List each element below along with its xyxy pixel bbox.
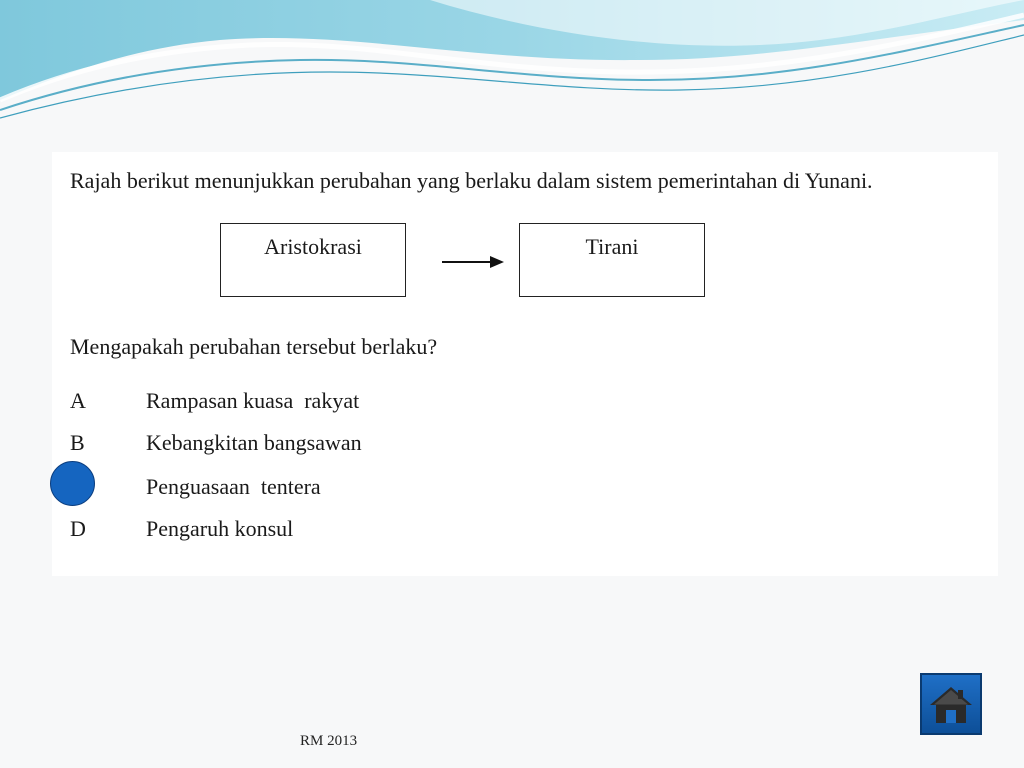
- option-d[interactable]: [70, 516, 570, 546]
- option-text: Rampasan kuasa rakyat: [146, 388, 360, 413]
- question-prompt: Mengapakah perubahan tersebut berlaku?: [70, 334, 438, 359]
- option-letter: D: [70, 516, 86, 541]
- diagram-box-from: [220, 223, 406, 297]
- footer-text: RM 2013: [300, 733, 358, 749]
- selected-answer-marker[interactable]: [50, 461, 95, 506]
- header-wave-decoration: [0, 0, 1024, 130]
- home-icon: [928, 681, 974, 727]
- option-a[interactable]: [70, 388, 570, 418]
- option-c[interactable]: [70, 474, 570, 504]
- question-stem: Rajah berikut menunjukkan perubahan yang berlaku dalam sistem pemerintahan di Yunani.: [70, 168, 873, 193]
- option-letter: A: [70, 388, 86, 413]
- option-text: Penguasaan tentera: [146, 474, 321, 499]
- question-panel: [52, 152, 998, 576]
- arrow-right-icon: [442, 252, 504, 272]
- option-letter: B: [70, 430, 85, 455]
- diagram-from-label: Aristokrasi: [264, 234, 362, 259]
- diagram-to-label: Tirani: [585, 234, 639, 259]
- option-text: Kebangkitan bangsawan: [146, 430, 362, 455]
- option-text: Pengaruh konsul: [146, 516, 294, 541]
- diagram-box-to: [519, 223, 705, 297]
- home-button[interactable]: [920, 673, 982, 735]
- option-b[interactable]: [70, 430, 570, 460]
